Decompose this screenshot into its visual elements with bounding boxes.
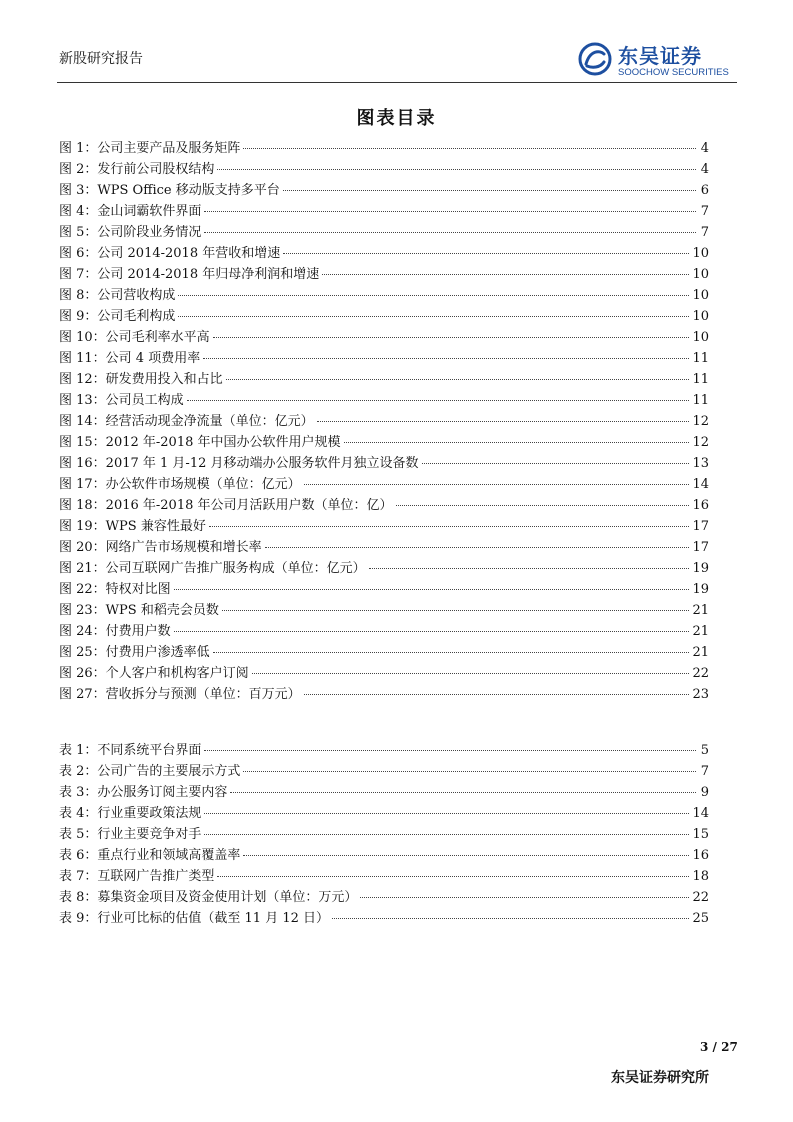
dot-leader <box>222 610 690 611</box>
table-entry-label: 表 8：募集资金项目及资金使用计划（单位：万元） <box>59 890 358 905</box>
table-entry-label: 表 5：行业主要竞争对手 <box>59 827 202 842</box>
figure-entry[interactable] <box>59 621 709 642</box>
table-entry-label: 表 4：行业重要政策法规 <box>59 806 202 821</box>
dot-leader <box>209 526 690 527</box>
header-divider <box>57 82 737 83</box>
table-entry[interactable] <box>59 908 709 929</box>
figure-entry[interactable] <box>59 243 709 264</box>
dot-leader <box>213 652 690 653</box>
figure-entry[interactable] <box>59 684 709 705</box>
dot-leader <box>204 813 689 814</box>
figure-entry[interactable] <box>59 138 709 159</box>
figure-entry-label: 图 18：2016 年-2018 年公司月活跃用户数（单位：亿） <box>59 498 393 513</box>
figure-entry-label: 图 10：公司毛利率水平高 <box>59 330 210 345</box>
figure-entry-page: 17 <box>692 519 709 534</box>
figure-entry[interactable] <box>59 348 709 369</box>
figure-entry-label: 图 6：公司 2014-2018 年营收和增速 <box>59 246 281 261</box>
table-entry[interactable] <box>59 824 709 845</box>
figure-entry[interactable] <box>59 537 709 558</box>
table-entry-page: 5 <box>700 743 709 758</box>
table-entry[interactable] <box>59 782 709 803</box>
table-list <box>59 740 709 929</box>
dot-leader <box>243 771 696 772</box>
figure-entry-label: 图 17：办公软件市场规模（单位：亿元） <box>59 477 301 492</box>
figure-entry[interactable] <box>59 222 709 243</box>
figure-entry-page: 7 <box>700 225 709 240</box>
dot-leader <box>230 792 696 793</box>
dot-leader <box>332 918 689 919</box>
figure-entry-page: 10 <box>692 288 709 303</box>
table-entry[interactable] <box>59 845 709 866</box>
figure-entry-label: 图 5：公司阶段业务情况 <box>59 225 202 240</box>
table-entry[interactable] <box>59 803 709 824</box>
dot-leader <box>283 190 696 191</box>
figure-entry-page: 10 <box>692 267 709 282</box>
figure-entry-label: 图 13：公司员工构成 <box>59 393 184 408</box>
dot-leader <box>317 421 690 422</box>
figure-entry-label: 图 8：公司营收构成 <box>59 288 176 303</box>
figure-entry-label: 图 22：特权对比图 <box>59 582 171 597</box>
figure-entry-page: 23 <box>692 687 709 702</box>
table-entry-page: 15 <box>692 827 709 842</box>
figure-entry-label: 图 7：公司 2014-2018 年归母净利润和增速 <box>59 267 320 282</box>
figure-entry-label: 图 16：2017 年 1 月-12 月移动端办公服务软件月独立设备数 <box>59 456 419 471</box>
dot-leader <box>226 379 690 380</box>
table-entry-label: 表 3：办公服务订阅主要内容 <box>59 785 228 800</box>
dot-leader <box>396 505 690 506</box>
figure-entry-page: 10 <box>692 246 709 261</box>
dot-leader <box>174 589 690 590</box>
figure-entry-page: 12 <box>692 435 709 450</box>
table-entry-label: 表 2：公司广告的主要展示方式 <box>59 764 241 779</box>
toc-title: 图表目录 <box>356 108 437 129</box>
figure-entry-page: 10 <box>692 309 709 324</box>
figure-entry-page: 6 <box>700 183 709 198</box>
figure-entry-label: 图 14：经营活动现金净流量（单位：亿元） <box>59 414 314 429</box>
figure-entry-page: 12 <box>692 414 709 429</box>
dot-leader <box>283 253 689 254</box>
figure-entry-label: 图 24：付费用户数 <box>59 624 171 639</box>
figure-entry[interactable] <box>59 327 709 348</box>
figure-entry-page: 21 <box>692 645 709 660</box>
figure-entry-label: 图 2：发行前公司股权结构 <box>59 162 215 177</box>
dot-leader <box>422 463 690 464</box>
figure-entry[interactable] <box>59 474 709 495</box>
report-type-label: 新股研究报告 <box>59 51 143 67</box>
figure-entry-label: 图 19：WPS 兼容性最好 <box>59 519 206 534</box>
dot-leader <box>187 400 690 401</box>
dot-leader <box>360 897 689 898</box>
table-entry-label: 表 9：行业可比标的估值（截至 11 月 12 日） <box>59 911 330 926</box>
figure-entry[interactable] <box>59 306 709 327</box>
figure-entry-page: 13 <box>692 456 709 471</box>
dot-leader <box>243 855 689 856</box>
figure-entry[interactable] <box>59 663 709 684</box>
figure-entry-page: 19 <box>692 561 709 576</box>
figure-entry-page: 4 <box>700 141 709 156</box>
dot-leader <box>243 148 696 149</box>
dot-leader <box>322 274 689 275</box>
dot-leader <box>204 232 696 233</box>
table-entry-label: 表 6：重点行业和领域高覆盖率 <box>59 848 241 863</box>
table-entry-label: 表 7：互联网广告推广类型 <box>59 869 215 884</box>
table-entry[interactable] <box>59 740 709 761</box>
figure-entry-page: 16 <box>692 498 709 513</box>
figure-entry-page: 21 <box>692 603 709 618</box>
figure-entry[interactable] <box>59 285 709 306</box>
table-entry-page: 9 <box>700 785 709 800</box>
figure-entry-label: 图 11：公司 4 项费用率 <box>59 351 201 366</box>
figure-entry-label: 图 23：WPS 和稻壳会员数 <box>59 603 219 618</box>
dot-leader <box>265 547 690 548</box>
figure-entry[interactable] <box>59 201 709 222</box>
figure-entry[interactable] <box>59 516 709 537</box>
dot-leader <box>304 484 690 485</box>
dot-leader <box>178 316 689 317</box>
figure-entry-page: 21 <box>692 624 709 639</box>
soochow-logo-icon <box>578 42 612 76</box>
dot-leader <box>204 834 689 835</box>
figure-entry[interactable] <box>59 432 709 453</box>
table-entry-page: 22 <box>692 890 709 905</box>
figure-entry[interactable] <box>59 642 709 663</box>
figure-entry-page: 17 <box>692 540 709 555</box>
figure-entry-page: 14 <box>692 477 709 492</box>
table-entry-label: 表 1：不同系统平台界面 <box>59 743 202 758</box>
table-entry[interactable] <box>59 887 709 908</box>
table-entry[interactable] <box>59 761 709 782</box>
figure-entry[interactable] <box>59 390 709 411</box>
dot-leader <box>217 169 696 170</box>
table-entry-page: 18 <box>692 869 709 884</box>
figure-entry-page: 11 <box>692 372 709 387</box>
figure-entry-page: 4 <box>700 162 709 177</box>
dot-leader <box>344 442 690 443</box>
figure-list <box>59 138 709 705</box>
figure-entry-label: 图 9：公司毛利构成 <box>59 309 176 324</box>
figure-entry[interactable] <box>59 159 709 180</box>
figure-entry-label: 图 15：2012 年-2018 年中国办公软件用户规模 <box>59 435 341 450</box>
figure-entry-label: 图 12：研发费用投入和占比 <box>59 372 223 387</box>
figure-entry-page: 19 <box>692 582 709 597</box>
dot-leader <box>203 358 689 359</box>
figure-entry-page: 22 <box>692 666 709 681</box>
dot-leader <box>213 337 690 338</box>
company-logo <box>578 40 748 80</box>
table-entry-page: 7 <box>700 764 709 779</box>
table-entry-page: 14 <box>692 806 709 821</box>
table-entry-page: 16 <box>692 848 709 863</box>
figure-entry-label: 图 1：公司主要产品及服务矩阵 <box>59 141 241 156</box>
figure-entry[interactable] <box>59 558 709 579</box>
dot-leader <box>304 694 690 695</box>
figure-entry-page: 7 <box>700 204 709 219</box>
page-number: 3 / 27 <box>700 1040 738 1054</box>
figure-entry[interactable] <box>59 600 709 621</box>
dot-leader <box>369 568 690 569</box>
dot-leader <box>217 876 689 877</box>
figure-entry-label: 图 27：营收拆分与预测（单位：百万元） <box>59 687 301 702</box>
logo-english-name: SOOCHOW SECURITIES <box>618 67 729 78</box>
figure-entry[interactable] <box>59 369 709 390</box>
figure-entry-label: 图 4：金山词霸软件界面 <box>59 204 202 219</box>
figure-entry[interactable] <box>59 264 709 285</box>
figure-entry-label: 图 25：付费用户渗透率低 <box>59 645 210 660</box>
figure-entry[interactable] <box>59 495 709 516</box>
figure-entry[interactable] <box>59 579 709 600</box>
figure-entry[interactable] <box>59 180 709 201</box>
figure-entry-label: 图 21：公司互联网广告推广服务构成（单位：亿元） <box>59 561 366 576</box>
figure-entry-page: 11 <box>692 351 709 366</box>
dot-leader <box>204 211 696 212</box>
figure-entry[interactable] <box>59 411 709 432</box>
figure-entry[interactable] <box>59 453 709 474</box>
footer-organization: 东吴证券研究所 <box>611 1070 709 1086</box>
logo-chinese-name: 东吴证券 <box>618 44 702 68</box>
figure-entry-label: 图 20：网络广告市场规模和增长率 <box>59 540 262 555</box>
figure-entry-label: 图 3：WPS Office 移动版支持多平台 <box>59 183 280 198</box>
figure-entry-page: 10 <box>692 330 709 345</box>
table-entry-page: 25 <box>692 911 709 926</box>
dot-leader <box>178 295 689 296</box>
dot-leader <box>204 750 696 751</box>
dot-leader <box>174 631 690 632</box>
figure-entry-page: 11 <box>692 393 709 408</box>
figure-entry-label: 图 26：个人客户和机构客户订阅 <box>59 666 249 681</box>
table-entry[interactable] <box>59 866 709 887</box>
dot-leader <box>252 673 690 674</box>
